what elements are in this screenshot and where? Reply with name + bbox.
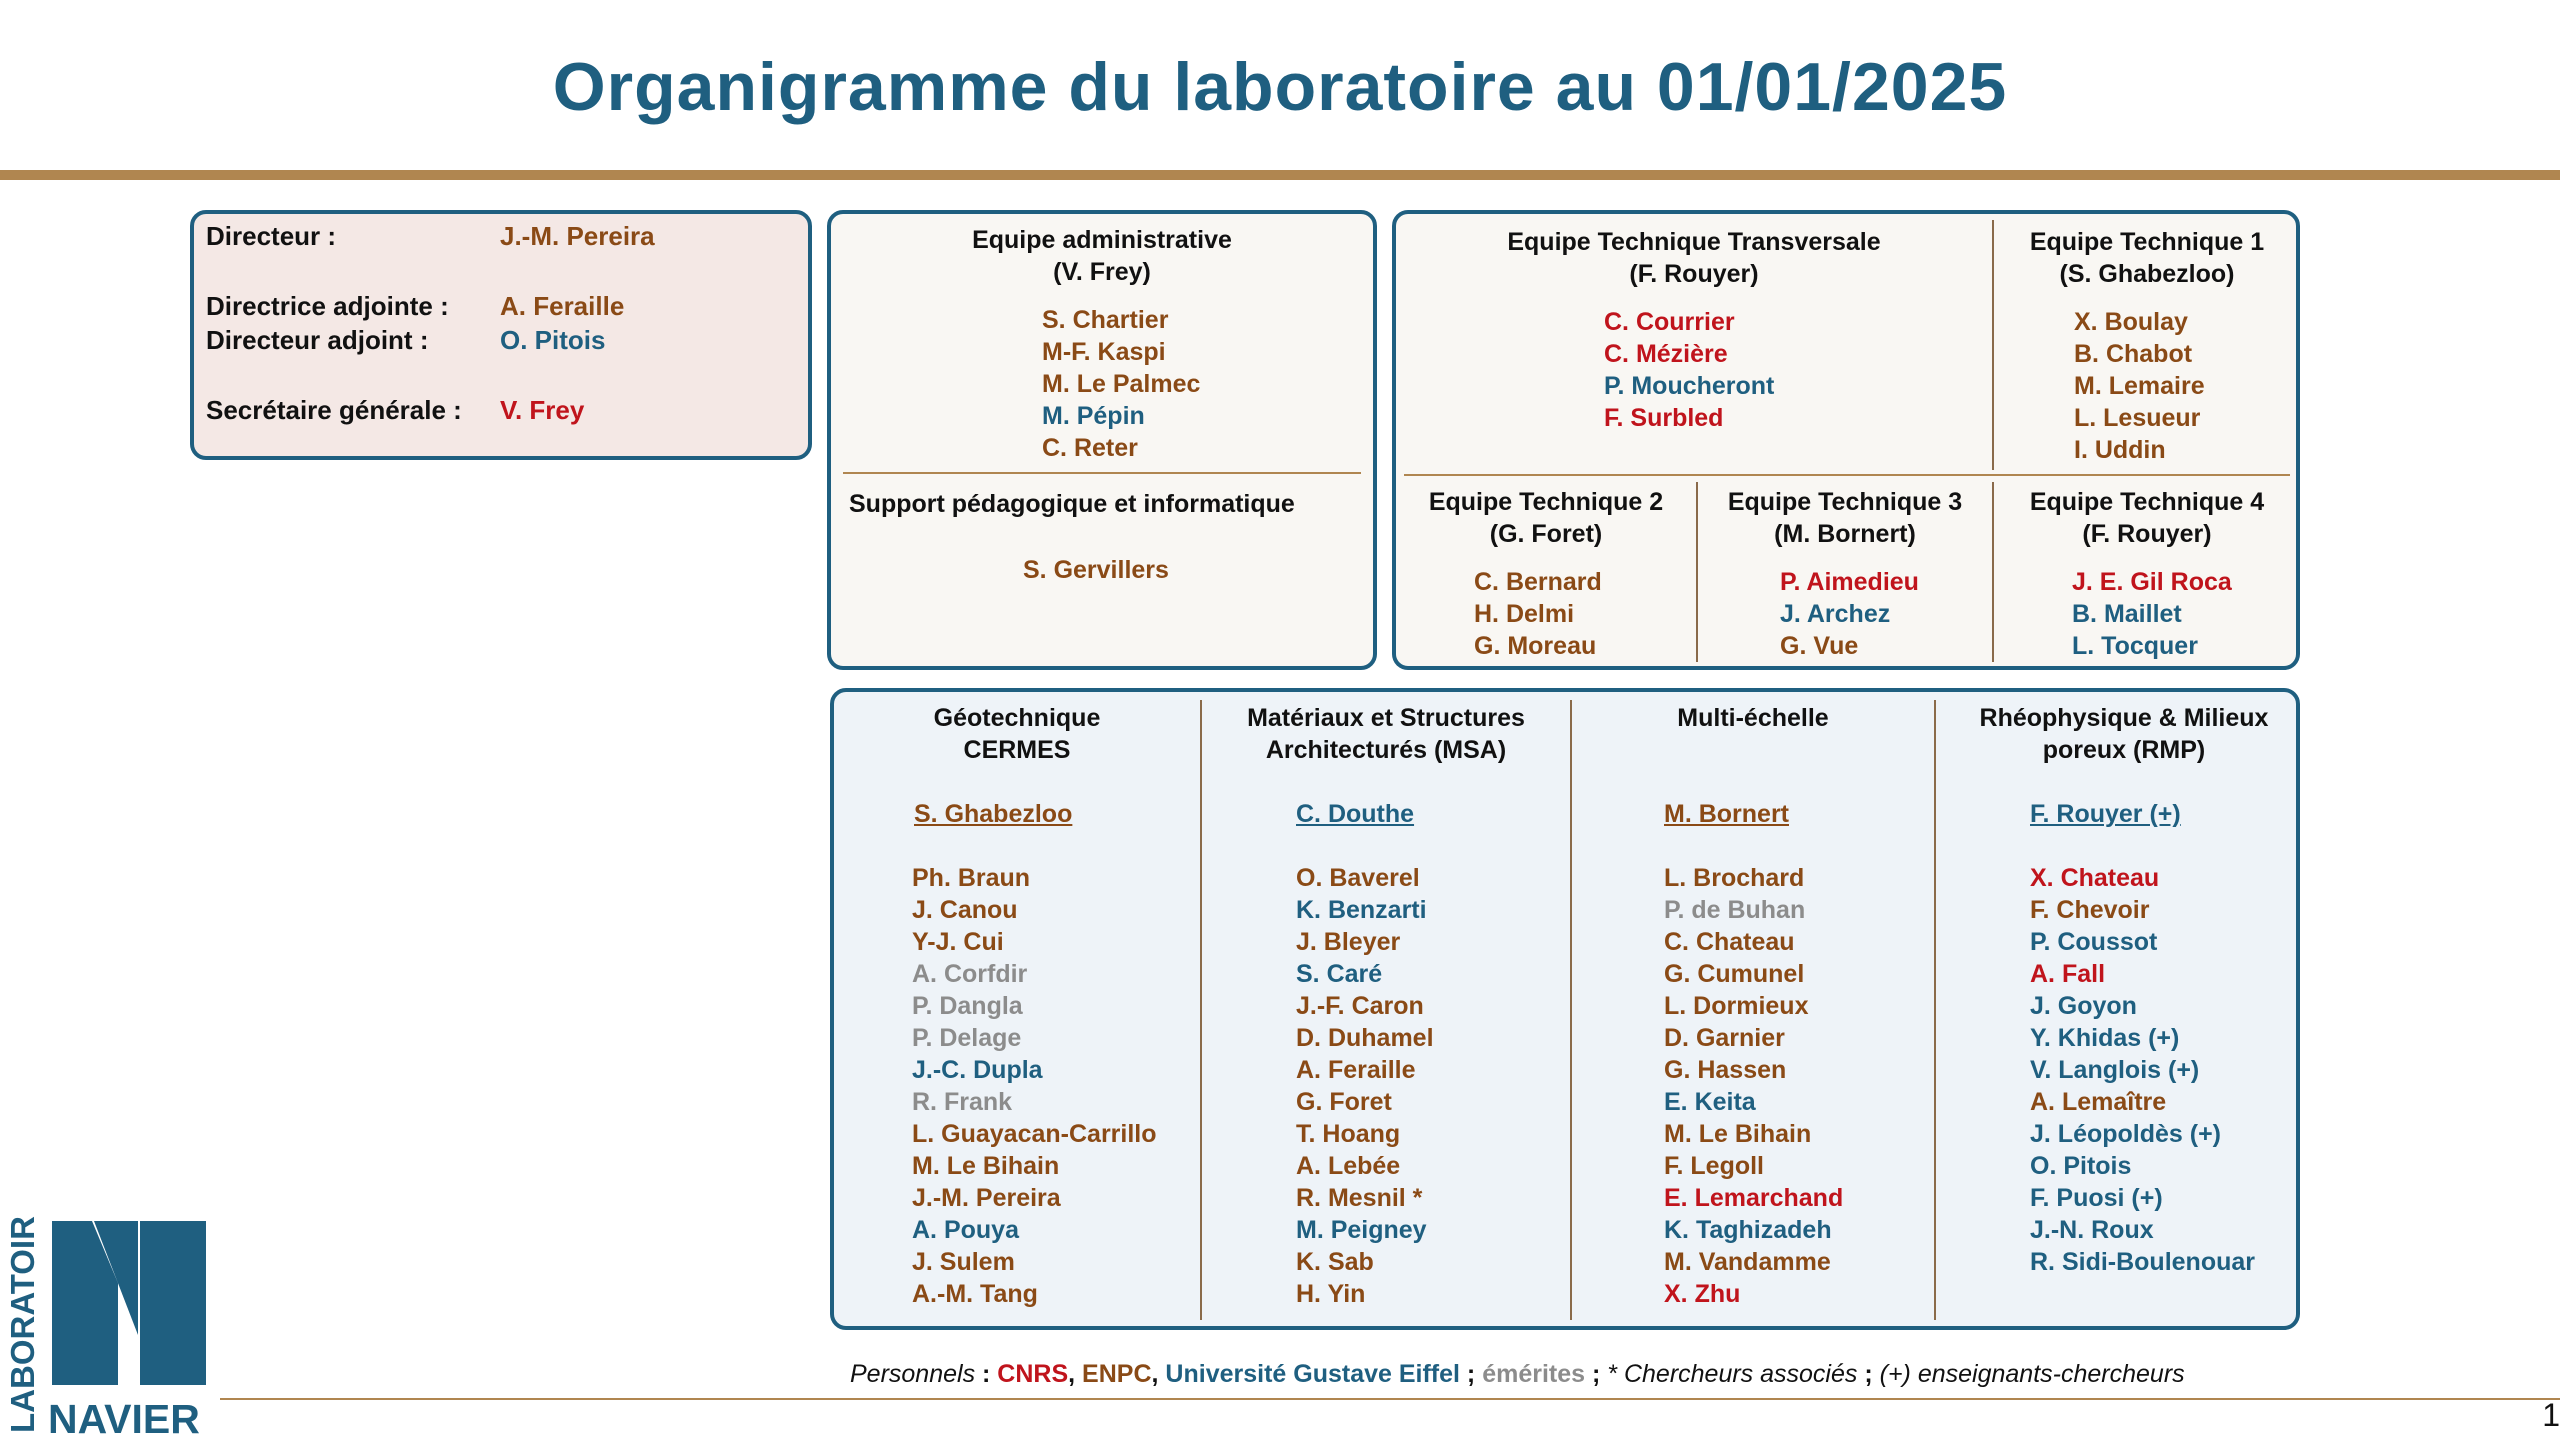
member-name: M. Le Bihain bbox=[912, 1152, 1060, 1180]
directeur-name: J.-M. Pereira bbox=[500, 221, 655, 251]
logo-text-navier: NAVIER bbox=[48, 1396, 200, 1440]
legend-enseignants: (+) enseignants-chercheurs bbox=[1879, 1360, 2185, 1388]
tech-t1-lead: (S. Ghabezloo) bbox=[2059, 260, 2235, 288]
member-name: J. Canou bbox=[912, 896, 1018, 924]
research-col-2-title-line1: Matériaux et Structures bbox=[1247, 704, 1525, 732]
member-name: A. Corfdir bbox=[912, 960, 1028, 988]
member-name: A. Feraille bbox=[1296, 1056, 1416, 1084]
member-name: J. Sulem bbox=[912, 1248, 1015, 1276]
member-name: J.-C. Dupla bbox=[912, 1056, 1043, 1084]
member-name: K. Sab bbox=[1296, 1248, 1374, 1276]
legend-emerites: émérites bbox=[1482, 1360, 1586, 1388]
member-name: L. Tocquer bbox=[2072, 632, 2198, 660]
member-name: A.-M. Tang bbox=[912, 1280, 1038, 1308]
research-divider-1 bbox=[1200, 700, 1202, 1320]
member-name: F. Surbled bbox=[1604, 404, 1724, 432]
member-name: B. Chabot bbox=[2074, 340, 2193, 368]
member-name: L. Brochard bbox=[1664, 864, 1805, 892]
member-name: C. Bernard bbox=[1474, 568, 1602, 596]
member-name: A. Fall bbox=[2030, 960, 2106, 988]
page-number: 1 bbox=[2542, 1397, 2560, 1433]
member-name: X. Zhu bbox=[1664, 1280, 1741, 1308]
member-name: P. Dangla bbox=[912, 992, 1023, 1020]
member-name: M. Peigney bbox=[1296, 1216, 1427, 1244]
member-name: R. Sidi-Boulenouar bbox=[2030, 1248, 2255, 1276]
research-col-2-members bbox=[1296, 862, 1434, 1310]
member-name: C. Mézière bbox=[1604, 340, 1728, 368]
member-name: K. Benzarti bbox=[1296, 896, 1427, 924]
research-col-3-members bbox=[1664, 862, 1843, 1310]
member-name: C. Reter bbox=[1042, 434, 1138, 462]
member-name: S. Gervillers bbox=[1023, 556, 1169, 584]
legend-ugf: Université Gustave Eiffel bbox=[1165, 1360, 1460, 1388]
admin-team-box bbox=[827, 210, 1377, 670]
tech-transversale-title: Equipe Technique Transversale bbox=[1507, 228, 1881, 256]
research-col-4-title-line1: Rhéophysique & Milieux bbox=[1979, 704, 2269, 732]
member-name: F. Legoll bbox=[1664, 1152, 1764, 1180]
research-col-2-title-line2: Architecturés (MSA) bbox=[1265, 736, 1507, 764]
admin-members bbox=[1042, 304, 1200, 464]
member-name: G. Hassen bbox=[1664, 1056, 1787, 1084]
member-name: L. Lesueur bbox=[2074, 404, 2201, 432]
member-name: E. Lemarchand bbox=[1664, 1184, 1844, 1212]
member-name: M. Lemaire bbox=[2074, 372, 2205, 400]
member-name: M. Le Bihain bbox=[1664, 1120, 1812, 1148]
member-name: P. Aimedieu bbox=[1780, 568, 1919, 596]
member-name: M. Vandamme bbox=[1664, 1248, 1831, 1276]
member-name: J.-F. Caron bbox=[1296, 992, 1424, 1020]
tech-t2-lead: (G. Foret) bbox=[1489, 520, 1603, 548]
directeur-label: Directeur : bbox=[206, 221, 337, 251]
member-name: H. Yin bbox=[1296, 1280, 1366, 1308]
member-name: J. E. Gil Roca bbox=[2072, 568, 2232, 596]
team-lead-name: M. Bornert bbox=[1664, 800, 1789, 828]
member-name: M-F. Kaspi bbox=[1042, 338, 1166, 366]
research-divider-2 bbox=[1570, 700, 1572, 1320]
member-name: Y. Khidas (+) bbox=[2030, 1024, 2180, 1052]
member-name: P. Moucheront bbox=[1604, 372, 1775, 400]
member-name: D. Duhamel bbox=[1296, 1024, 1434, 1052]
tech-t1-title: Equipe Technique 1 bbox=[2029, 228, 2265, 256]
directrice-adjointe-name: A. Feraille bbox=[500, 291, 625, 321]
member-name: C. Courrier bbox=[1604, 308, 1735, 336]
member-name: X. Boulay bbox=[2074, 308, 2188, 336]
tech-t4-lead: (F. Rouyer) bbox=[2082, 520, 2212, 548]
member-name: R. Mesnil * bbox=[1296, 1184, 1423, 1212]
member-name: S. Chartier bbox=[1042, 306, 1169, 334]
member-name: O. Pitois bbox=[2030, 1152, 2132, 1180]
member-name: S. Caré bbox=[1296, 960, 1383, 988]
member-name: J. Archez bbox=[1780, 600, 1891, 628]
tech-t1-members bbox=[2074, 306, 2205, 466]
member-name: P. Delage bbox=[912, 1024, 1022, 1052]
team-lead-name: F. Rouyer (+) bbox=[2030, 800, 2181, 828]
member-name: A. Lemaître bbox=[2030, 1088, 2167, 1116]
member-name: G. Foret bbox=[1296, 1088, 1392, 1116]
laboratoire-navier-logo bbox=[0, 1215, 220, 1440]
member-name: C. Chateau bbox=[1664, 928, 1795, 956]
legend-associes: * Chercheurs associés bbox=[1607, 1360, 1858, 1388]
member-name: J. Goyon bbox=[2030, 992, 2137, 1020]
research-col-3-title-line1: Multi-échelle bbox=[1677, 704, 1829, 732]
research-col-4-lead bbox=[2030, 798, 2181, 830]
member-name: Y-J. Cui bbox=[912, 928, 1004, 956]
member-name: A. Lebée bbox=[1296, 1152, 1401, 1180]
member-name: E. Keita bbox=[1664, 1088, 1756, 1116]
member-name: Ph. Braun bbox=[912, 864, 1031, 892]
member-name: I. Uddin bbox=[2074, 436, 2166, 464]
team-lead-name: S. Ghabezloo bbox=[914, 800, 1073, 828]
member-name: T. Hoang bbox=[1296, 1120, 1401, 1148]
member-name: F. Chevoir bbox=[2030, 896, 2150, 924]
member-name: D. Garnier bbox=[1664, 1024, 1785, 1052]
navier-logo-mark-icon bbox=[0, 1215, 220, 1440]
member-name: X. Chateau bbox=[2030, 864, 2160, 892]
member-name: J.-M. Pereira bbox=[912, 1184, 1061, 1212]
member-name: L. Dormieux bbox=[1664, 992, 1809, 1020]
directrice-adjointe-label: Directrice adjointe : bbox=[206, 291, 449, 321]
directeur-adjoint-label: Directeur adjoint : bbox=[206, 325, 429, 355]
legend-note: Personnels : CNRS, ENPC, Université Gustave Eiffel ; émérites ; * Chercheurs associés ; (+) enseignants-chercheurs bbox=[850, 1360, 2185, 1388]
legend-prefix: Personnels bbox=[850, 1360, 976, 1388]
member-name: G. Vue bbox=[1780, 632, 1859, 660]
member-name: O. Baverel bbox=[1296, 864, 1420, 892]
member-name: L. Guayacan-Carrillo bbox=[912, 1120, 1157, 1148]
member-name: G. Cumunel bbox=[1664, 960, 1805, 988]
legend-enpc: ENPC bbox=[1082, 1360, 1152, 1388]
tech-teams-box bbox=[1392, 210, 2300, 670]
tech-t3-lead: (M. Bornert) bbox=[1774, 520, 1916, 548]
research-teams-box bbox=[830, 688, 2300, 1330]
member-name: V. Langlois (+) bbox=[2030, 1056, 2200, 1084]
member-name: H. Delmi bbox=[1474, 600, 1575, 628]
tech-transversale-lead: (F. Rouyer) bbox=[1629, 260, 1759, 288]
admin-team-title: Equipe administrative bbox=[972, 226, 1232, 254]
member-name: J. Léopoldès (+) bbox=[2030, 1120, 2222, 1148]
member-name: M. Pépin bbox=[1042, 402, 1145, 430]
tech-t4-title: Equipe Technique 4 bbox=[2029, 488, 2265, 516]
research-col-4-title-line2: poreux (RMP) bbox=[2042, 736, 2206, 764]
member-name: J. Bleyer bbox=[1296, 928, 1401, 956]
team-lead-name: C. Douthe bbox=[1296, 800, 1415, 828]
tech-transversale-members bbox=[1604, 306, 1774, 434]
research-col-1-members bbox=[912, 862, 1157, 1310]
member-name: F. Puosi (+) bbox=[2030, 1184, 2163, 1212]
member-name: M. Le Palmec bbox=[1042, 370, 1201, 398]
member-name: R. Frank bbox=[912, 1088, 1013, 1116]
member-name: A. Pouya bbox=[912, 1216, 1019, 1244]
member-name: P. de Buhan bbox=[1664, 896, 1806, 924]
directeur-adjoint-name: O. Pitois bbox=[500, 325, 606, 355]
member-name: P. Coussot bbox=[2030, 928, 2158, 956]
title-divider bbox=[0, 170, 2560, 180]
legend-cnrs: CNRS bbox=[997, 1360, 1069, 1388]
member-name: B. Maillet bbox=[2072, 600, 2182, 628]
secretaire-name: V. Frey bbox=[500, 395, 585, 425]
research-col-1-lead bbox=[914, 798, 1072, 830]
tech-t3-members bbox=[1780, 566, 1919, 662]
research-col-2-lead bbox=[1296, 798, 1414, 830]
research-col-4-members bbox=[2030, 862, 2255, 1278]
legend-colon: : bbox=[975, 1360, 998, 1388]
tech-t2-title: Equipe Technique 2 bbox=[1428, 488, 1664, 516]
admin-divider bbox=[843, 472, 1361, 474]
support-members bbox=[1023, 554, 1169, 586]
page-title: Organigramme du laboratoire au 01/01/2025 bbox=[552, 49, 2008, 125]
research-divider-3 bbox=[1934, 700, 1936, 1320]
tech-t3-title: Equipe Technique 3 bbox=[1727, 488, 1963, 516]
secretaire-label: Secrétaire générale : bbox=[206, 395, 462, 425]
direction-box bbox=[190, 210, 812, 460]
research-col-1-title-line1: Géotechnique bbox=[933, 704, 1101, 732]
admin-team-lead: (V. Frey) bbox=[1053, 258, 1151, 286]
tech-t2-members bbox=[1474, 566, 1602, 662]
logo-text-laboratoire: LABORATOIRE bbox=[4, 1215, 41, 1433]
member-name: J.-N. Roux bbox=[2030, 1216, 2154, 1244]
support-title: Support pédagogique et informatique bbox=[849, 490, 1295, 518]
research-col-1-title-line2: CERMES bbox=[963, 736, 1071, 764]
member-name: G. Moreau bbox=[1474, 632, 1597, 660]
tech-hdivider bbox=[1404, 474, 2290, 476]
member-name: K. Taghizadeh bbox=[1664, 1216, 1832, 1244]
research-col-3-lead bbox=[1664, 798, 1789, 830]
footer-divider bbox=[220, 1398, 2560, 1400]
tech-t4-members bbox=[2072, 566, 2232, 662]
